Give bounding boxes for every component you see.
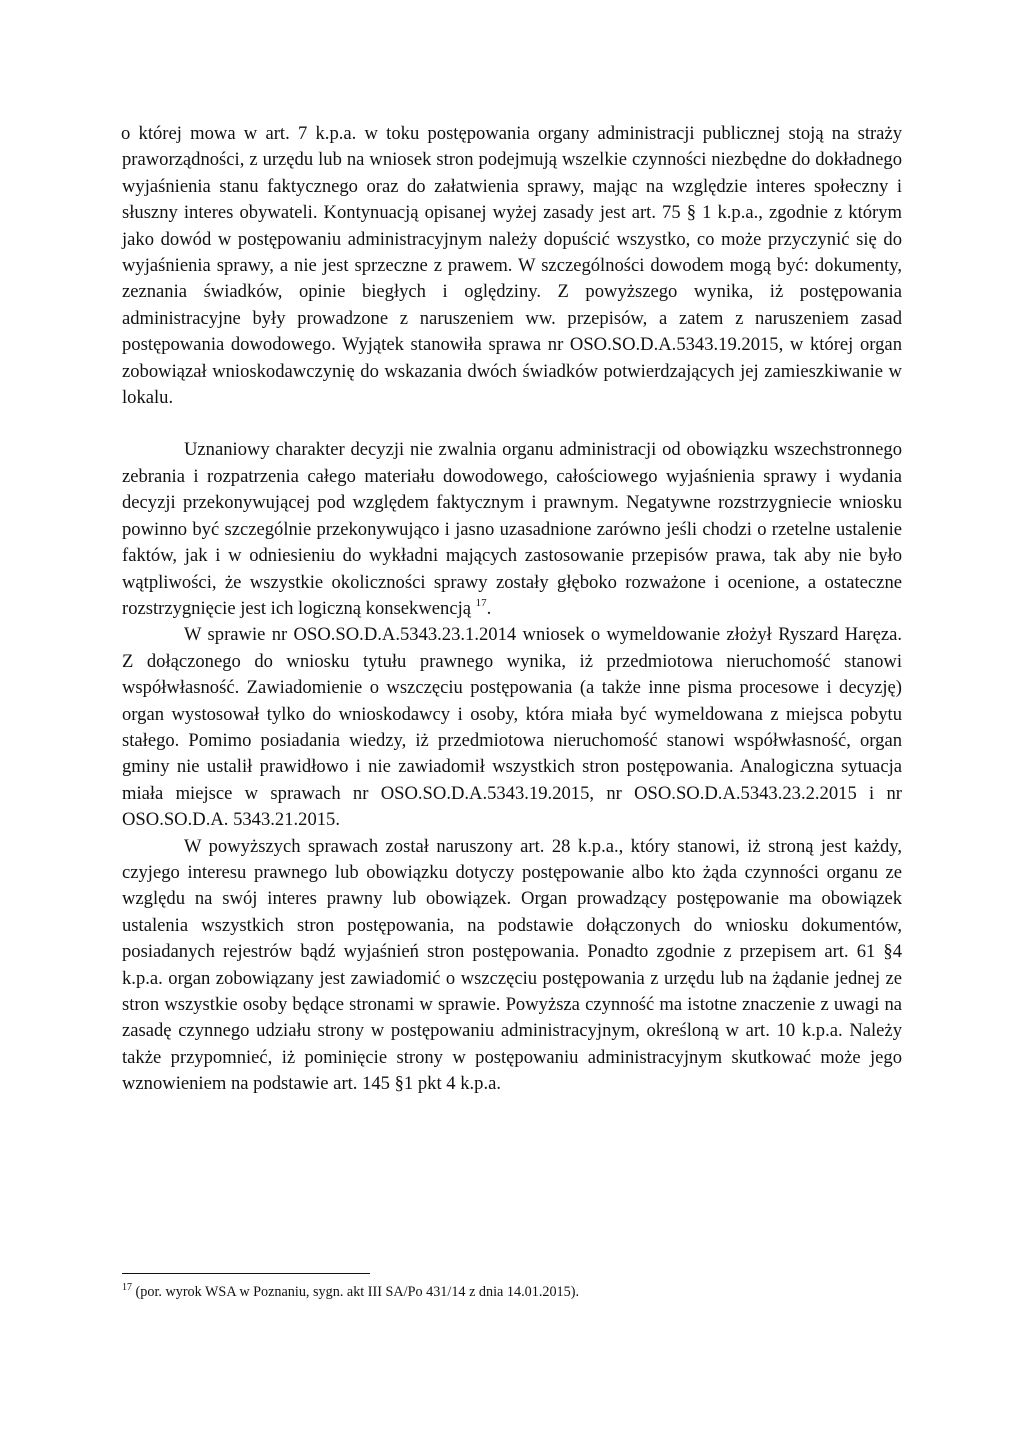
paragraph-continuation: o której mowa w art. 7 k.p.a. w toku postępowania organy administracji publicznej stoją na straży praworządności, z urzędu lub na wniosek stron podejmują wszelkie czynności niezbędne do dokładnego wyjaśnienia stanu faktycznego oraz do załatwienia sprawy, mając na względzie interes społeczny i słuszny interes obywateli. Kontynuacją opisanej wyżej zasady jest art. 75 § 1 k.p.a., zgodnie z którym jako dowód w postępowaniu administracyjnym należy dopuścić wszystko, co może przyczynić się do wyjaśnienia sprawy, a nie jest sprzeczne z prawem. W szczególności dowodem mogą być: dokumenty, zeznania świadków, opinie biegłych i oględziny. Z powyższego wynika, iż postępowania administracyjne były prowadzone z naruszeniem ww. przepisów, a zatem z naruszeniem zasad postępowania dowodowego. Wyjątek stanowiła sprawa nr OSO.SO.D.A.5343.19.2015, w której organ zobowiązał wnioskodawczynię do wskazania dwóch świadków potwierdzających jej zamieszkiwanie w lokalu. <box>121 123 902 409</box>
footnote-reference[interactable]: 17 <box>475 596 487 609</box>
document-body <box>122 121 902 1098</box>
paragraph-art-28: W powyższych sprawach został naruszony art. 28 k.p.a., który stanowi, iż stroną jest każdy, czyjego interesu prawnego lub obowiązku dotyczy postępowanie albo kto żąda czynności organu ze względu na swój interes prawny lub obowiązek. Organ prowadzący postępowanie ma obowiązek ustalenia wszystkich stron postępowania, na podstawie dołączonych do wniosku dokumentów, posiadanych rejestrów bądź wyjaśnień stron postępowania. Ponadto zgodnie z przepisem art. 61 §4 k.p.a. organ zobowiązany jest zawiadomić o wszczęciu postępowania z urzędu lub na żądanie jednej ze stron wszystkie osoby będące stronami w sprawie. Powyższa czynność ma istotne znaczenie z uwagi na zasadę czynnego udziału strony w postępowaniu administracyjnym, określoną w art. 10 k.p.a. Należy także przypomnieć, iż pominięcie strony w postępowaniu administracyjnym skutkować może jego wznowieniem na podstawie art. 145 §1 pkt 4 k.p.a. <box>122 835 902 1095</box>
footnote-number: 17 <box>122 1282 132 1293</box>
footnote <box>122 1283 902 1301</box>
paragraph-case-description: W sprawie nr OSO.SO.D.A.5343.23.1.2014 wniosek o wymeldowanie złożył Ryszard Haręza. Z dołączonego do wniosku tytułu prawnego wynika, iż przedmiotowa nieruchomość stanowi współwłasność. Zawiadomienie o wszczęciu postępowania (a także inne pisma procesowe i decyzję) organ wystosował tylko do wnioskodawcy i osoby, która miała być wymeldowana z miejsca pobytu stałego. Pomimo posiadania wiedzy, iż przedmiotowa nieruchomość stanowi współwłasność, organ gminy nie ustalił prawidłowo i nie zawiadomił wszystkich stron postępowania. Analogiczna sytuacja miała miejsce w sprawach nr OSO.SO.D.A.5343.19.2015, nr OSO.SO.D.A.5343.23.2.2015 i nr OSO.SO.D.A. 5343.21.2015. <box>122 624 902 831</box>
paragraph-gap <box>122 411 902 437</box>
footnote-text: (por. wyrok WSA w Poznaniu, sygn. akt III SA/Po 431/14 z dnia 14.01.2015). <box>132 1284 580 1300</box>
paragraph-end: . <box>486 597 492 619</box>
footnote-separator <box>122 1273 370 1274</box>
paragraph-text: Uznaniowy charakter decyzji nie zwalnia organu administracji od obowiązku wszechstronnego zebrania i rozpatrzenia całego materiału dowodowego, całościowego wyjaśnienia sprawy i wydania decyzji przekonywującej pod względem faktycznym i prawnym. Negatywne rozstrzygniecie wniosku powinno być szczególnie przekonywująco i jasno uzasadnione zarówno jeśli chodzi o rzetelne ustalenie faktów, jak i w odniesieniu do wykładni mających zastosowanie przepisów prawa, tak aby nie było wątpliwości, że wszystkie okoliczności sprawy zostały głęboko rozważone i ocenione, a ostateczne rozstrzygnięcie jest ich logiczną konsekwencją <box>122 439 902 619</box>
paragraph-uznaniowy-charakter <box>122 437 902 622</box>
